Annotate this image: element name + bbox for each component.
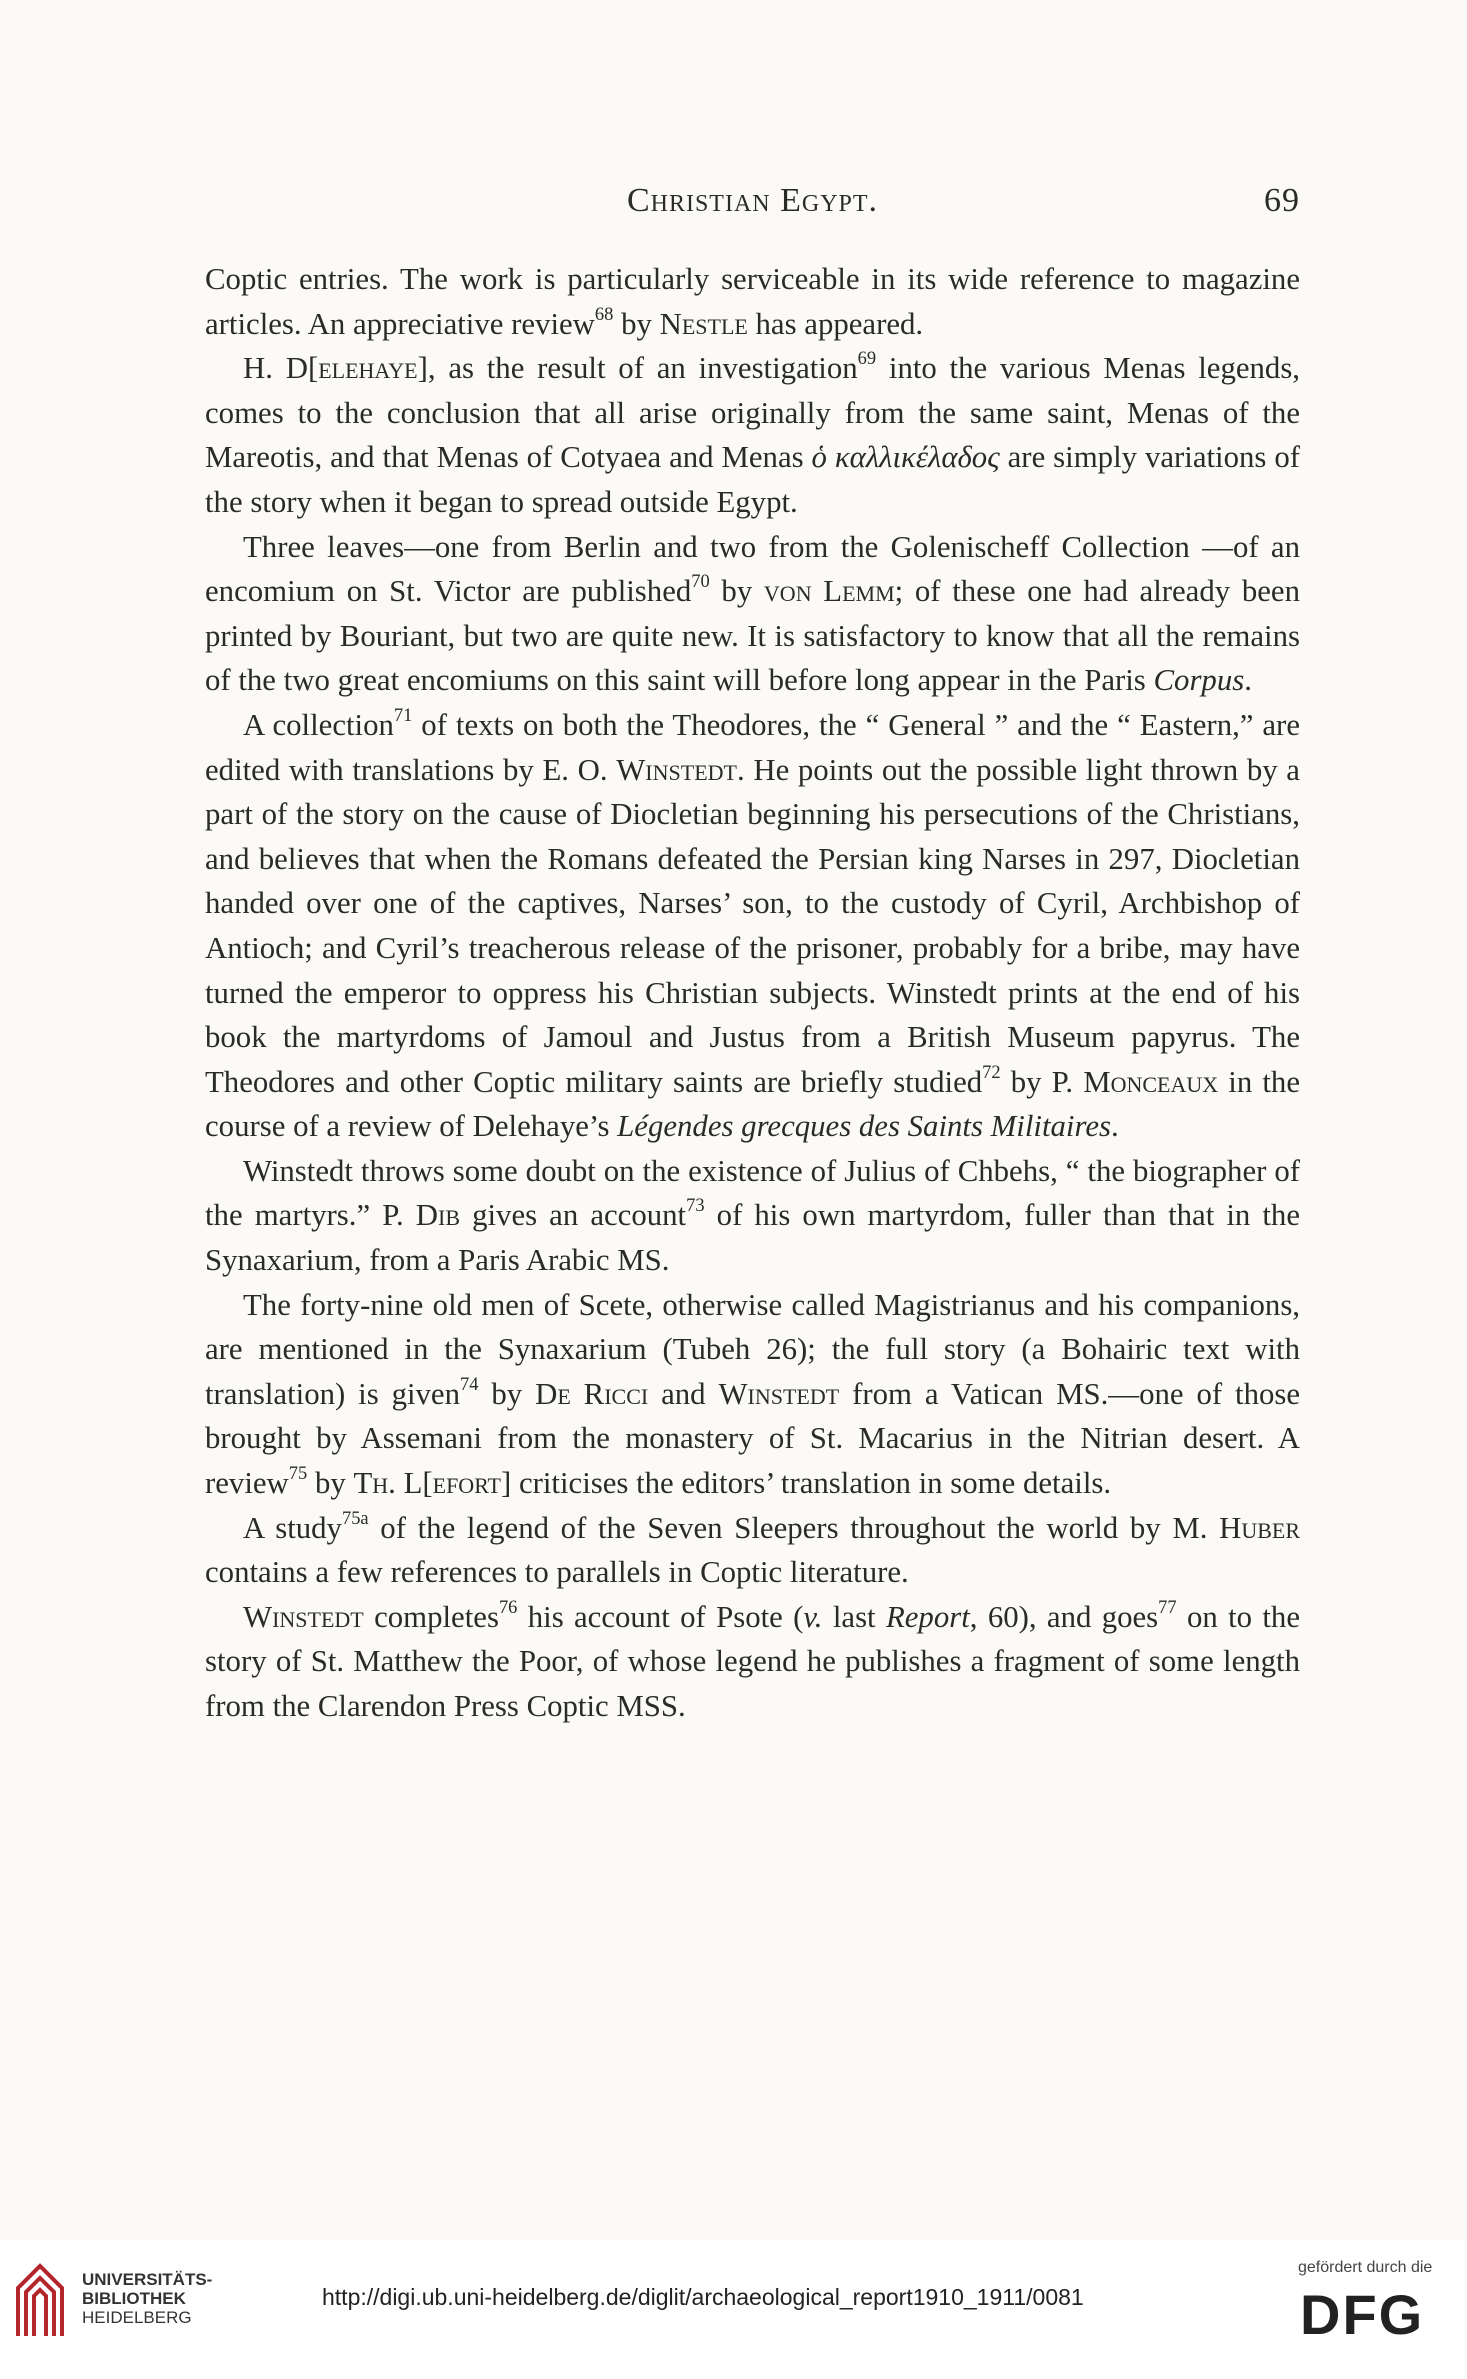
library-name-line: BIBLIOTHEK [82,2289,186,2308]
text-run: by [613,306,660,341]
text-run: . [1244,663,1252,698]
author-name: Th. L[efort] [353,1466,512,1501]
library-name-line: UNIVERSITÄTS- [82,2270,213,2289]
text-run: by P. [1000,1064,1084,1099]
footnote-ref: 73 [686,1195,705,1216]
text-run: H. D[ [243,351,319,386]
paragraph-2 [205,346,1300,524]
text-run: ], as the result of an investigation [417,351,858,386]
italic-title: Corpus [1153,663,1245,698]
text-run: in the course of a review of Delehaye’s [205,1064,1300,1144]
italic-title: Report [885,1599,970,1634]
author-name: Huber [1219,1510,1300,1545]
footnote-ref: 76 [498,1596,518,1617]
permalink-url[interactable]: http://digi.ub.uni-heidelberg.de/diglit/archaeological_report1910_1911/0081 [322,2284,1084,2310]
page-body [205,257,1300,1729]
paragraph-7 [205,1506,1300,1595]
author-name: Dib [415,1198,460,1233]
text-run: by [478,1376,536,1411]
text-run: contains a few references to parallels in Coptic literature. [205,1555,909,1590]
text-run: has appeared. [747,306,924,341]
paragraph-4 [205,703,1300,1149]
author-name: Monceaux [1083,1064,1219,1099]
paragraph-6 [205,1283,1300,1506]
text-run: , 60), and goes [969,1599,1159,1634]
footnote-ref: 69 [857,348,877,369]
paragraph-5 [205,1149,1300,1283]
footnote-ref: 75 [288,1463,308,1484]
footnote-ref: 74 [460,1373,479,1394]
author-name: Winstedt [243,1599,364,1634]
running-title: Christian Egypt. [626,182,879,219]
page-number: 69 [1264,182,1300,219]
text-run: of texts on both the Theodores, the “ General ” and the “ Eastern,” are edited with translations by E. O. [205,707,1300,787]
dfg-logo-icon: DFG [1300,2283,1425,2346]
text-run: from a Vatican MS.—one of those brought by Assemani from the monastery of St. Macarius in the Nitrian desert. A review [205,1376,1301,1501]
author-name: elehaye [318,351,418,386]
text-run: . [1110,1109,1119,1144]
text-run: Winstedt throws some doubt on the existence of Julius of Chbehs, “ the biographer of the martyrs.” P. [205,1153,1300,1233]
text-run: gives an account [460,1198,687,1233]
italic-title: Légendes grecques des Saints Militaires [617,1109,1111,1144]
footnote-ref: 71 [393,705,413,726]
library-name-line: HEIDELBERG [82,2308,192,2327]
text-run: A collection [243,707,394,742]
text-run: and [648,1376,719,1411]
paragraph-8 [205,1595,1300,1729]
text-run: by [709,574,764,609]
text-run: A study [243,1510,342,1545]
author-name: Winstedt [718,1376,840,1411]
text-run: The forty-nine old men of Scete, otherwise called Magistrianus and his companions, are mentioned in the Synaxarium (Tubeh 26); the full story (a Bohairic text with translation) is given [205,1287,1300,1411]
author-name: Winstedt [616,752,737,787]
text-run: Coptic entries. The work is particularly serviceable in its wide reference to magazine articles. An appreciative review [205,262,1300,341]
text-run: criticises the editors’ translation in some details. [511,1466,1112,1501]
text-run: on to the story of St. Matthew the Poor, of whose legend he publishes a fragment of some length from the Clarendon Press Coptic MSS. [205,1599,1301,1723]
author-name: Nestle [659,306,748,341]
text-run: Three leaves—one from Berlin and two from the Golenischeff Collection —of an encomium on St. Victor are published [205,529,1300,609]
footnote-ref: 72 [982,1061,1001,1082]
italic-abbrev: v. [803,1599,823,1634]
text-run: last [822,1599,886,1634]
heidelberg-library-logo-icon [14,2262,66,2340]
footnote-ref: 77 [1158,1596,1177,1617]
footnote-ref: 68 [594,303,614,324]
footnote-ref: 75a [341,1507,369,1528]
paragraph-3 [205,525,1300,703]
text-run: ; of these one had already been printed by Bouriant, but two are quite new. It is satisfactory to know that all the remains of the two great encomiums on this saint will before long appear in the Paris [205,574,1300,698]
text-run: his account of Psote ( [517,1599,804,1634]
text-run: of the legend of the Seven Sleepers throughout the world by M. [368,1510,1220,1545]
text-run: completes [363,1599,499,1634]
text-run: into the various Menas legends, comes to the conclusion that all arise originally from the same saint, Menas of the Mareotis, and that Menas of Cotyaea and Menas [205,351,1301,475]
paragraph-1 [205,257,1300,346]
library-name [82,2270,212,2327]
text-run: are simply variations of the story when it began to spread outside Egypt. [205,440,1300,519]
text-run: of his own martyrdom, fuller than that in the Synaxarium, from a Paris Arabic MS. [205,1198,1301,1278]
footnote-ref: 70 [691,571,710,592]
greek-epithet: ὁ καλλικέλαδος [811,440,1000,475]
text-run: by [307,1466,354,1501]
funded-by-label: gefördert durch die [1298,2259,1433,2276]
running-header [205,182,1300,226]
text-run: . He points out the possible light thrown by a part of the story on the cause of Diocletian beginning his persecutions of the Christians, and believes that when the Romans defeated the Persian king Narses in 297, Diocletian handed over one of the captives, Narses’ son, to the custody of Cyril, Archbishop of Antioch; and Cyril’s treacherous release of the prisoner, probably for a bribe, may have turned the emperor to oppress his Christian subjects. Winstedt prints at the end of his book the martyrdoms of Jamoul and Justus from a British Museum papyrus. The Theodores and other Coptic military saints are briefly studied [205,752,1300,1099]
author-name: von Lemm [763,574,895,609]
author-name: De Ricci [535,1376,649,1411]
